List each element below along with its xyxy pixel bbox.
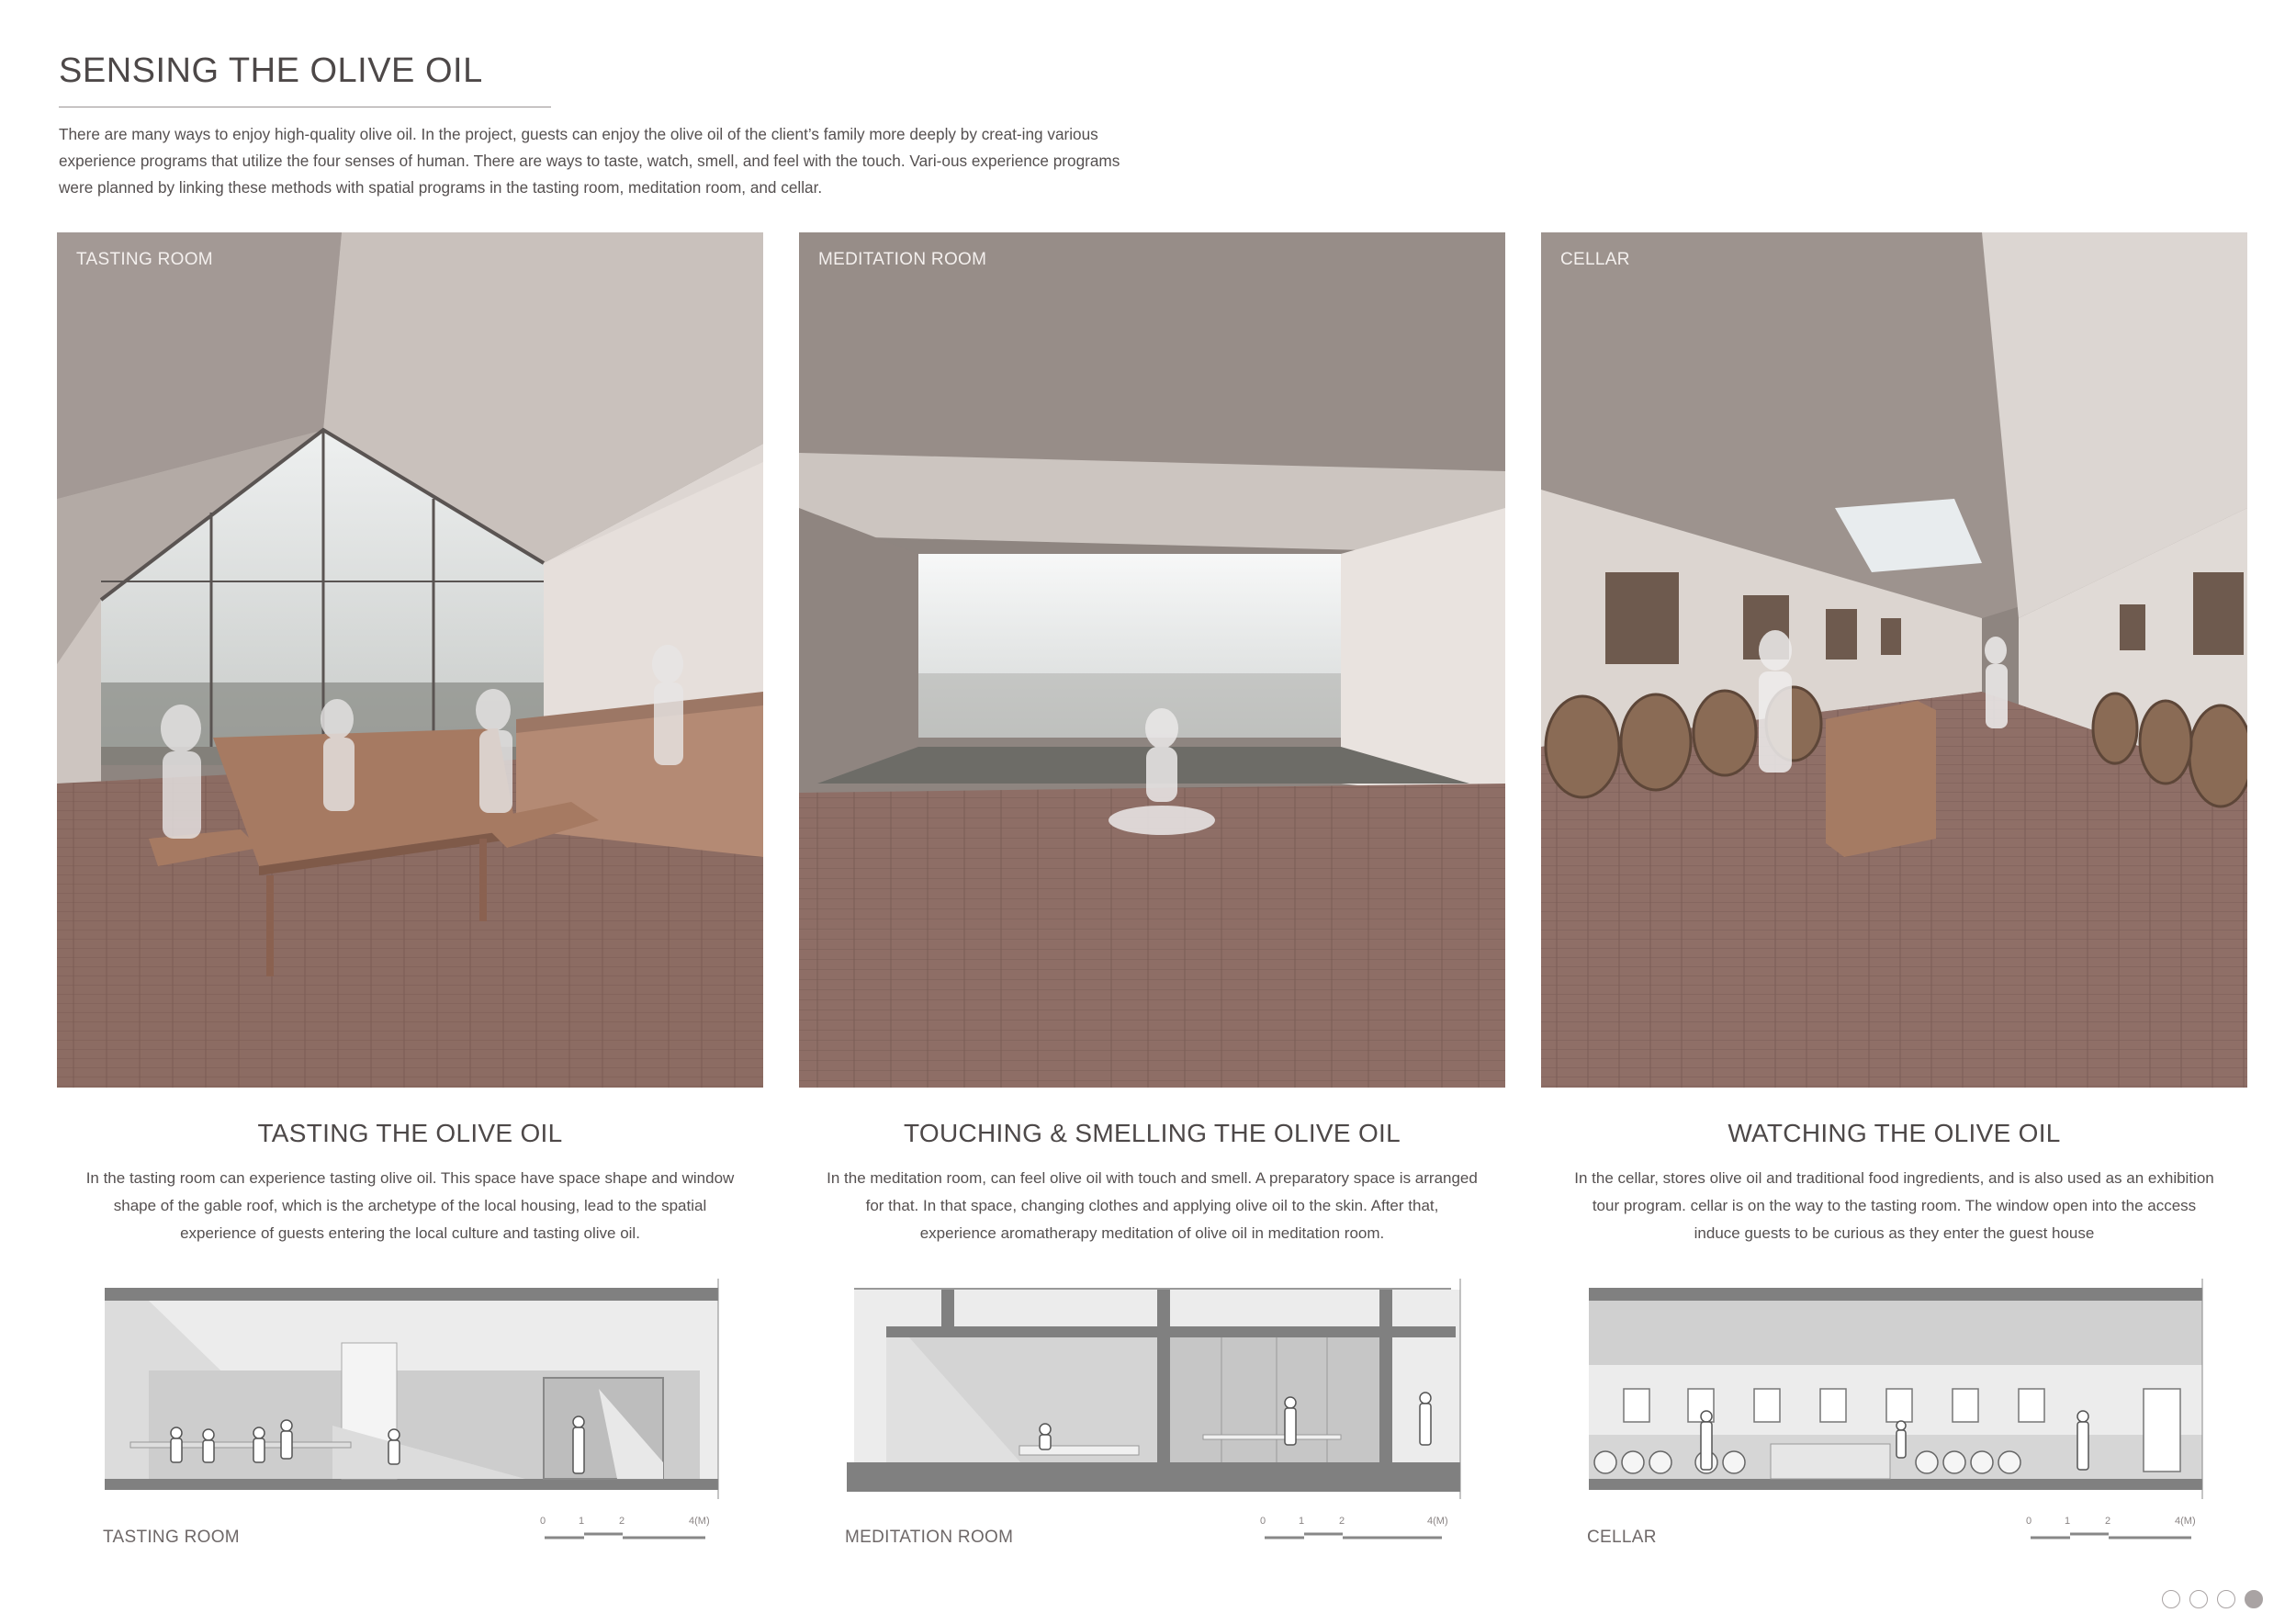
touching-smelling-description: In the meditation room, can feel olive oil with touch and smell. A preparatory space is arranged for that. In that space, changing clothes and applying olive oil to the skin. After that, experience aromatherapy meditation of olive oil in meditation room.	[827, 1169, 1478, 1242]
scale-tick-0: 0	[540, 1516, 546, 1527]
scale-tick-2: 2	[1339, 1516, 1345, 1527]
page-dot-4[interactable]	[2245, 1590, 2263, 1608]
cellar-section-drawing	[1541, 1279, 2247, 1499]
scale-tick-0: 0	[2026, 1516, 2032, 1527]
scale-bar-graphic	[1260, 1516, 1444, 1543]
scale-tick-1: 1	[1299, 1516, 1305, 1527]
cellar-rendering	[1541, 232, 2247, 1088]
render-tasting-room	[57, 232, 763, 1088]
page-dot-3[interactable]	[2217, 1590, 2235, 1608]
section-tasting-room	[57, 1279, 763, 1499]
render-label: CELLAR	[1560, 250, 1630, 269]
touching-smelling-title: TOUCHING & SMELLING THE OLIVE OIL	[904, 1119, 1401, 1147]
page-indicator	[2162, 1590, 2263, 1608]
scale-bar-meditation	[1260, 1516, 1448, 1543]
page-dot-2[interactable]	[2189, 1590, 2208, 1608]
scale-bar-cellar	[2026, 1516, 2210, 1543]
render-label: TASTING ROOM	[76, 250, 213, 269]
render-cellar	[1541, 232, 2247, 1088]
meditation-section-drawing	[799, 1279, 1505, 1499]
scale-tick-4: 4(M)	[689, 1516, 710, 1527]
scale-tick-4: 4(M)	[2175, 1516, 2196, 1527]
section-label-cellar: CELLAR	[1587, 1528, 1657, 1547]
watching-description: In the cellar, stores olive oil and traditional food ingredients, and is also used as an exhibition tour program. cellar is on the way to the tasting room. The window open into the access induce guests to be curious as they enter the guest house	[1574, 1169, 2214, 1242]
tasting-section-drawing	[57, 1279, 763, 1499]
scale-bar-graphic	[2026, 1516, 2210, 1543]
watching-title: WATCHING THE OLIVE OIL	[1728, 1119, 2061, 1147]
scale-tick-2: 2	[619, 1516, 625, 1527]
scale-tick-1: 1	[2065, 1516, 2071, 1527]
scale-bar-tasting	[540, 1516, 724, 1543]
render-label: MEDITATION ROOM	[818, 250, 987, 269]
section-cellar	[1541, 1279, 2247, 1499]
meditation-room-rendering	[799, 232, 1505, 1088]
section-label-meditation: MEDITATION ROOM	[845, 1528, 1014, 1547]
scale-tick-1: 1	[579, 1516, 585, 1527]
page-title: SENSING THE OLIVE OIL	[59, 51, 483, 90]
tasting-title: TASTING THE OLIVE OIL	[257, 1119, 563, 1147]
scale-tick-0: 0	[1260, 1516, 1266, 1527]
section-meditation-room	[799, 1279, 1505, 1499]
tasting-room-rendering	[57, 232, 763, 1088]
render-meditation-room	[799, 232, 1505, 1088]
page-dot-1[interactable]	[2162, 1590, 2180, 1608]
section-label-tasting: TASTING ROOM	[103, 1528, 240, 1547]
scale-bar-graphic	[540, 1516, 724, 1543]
intro-paragraph: There are many ways to enjoy high-quality olive oil. In the project, guests can enjoy the olive oil of the client’s family more deeply by creat-ing various experience programs that utilize the four senses of human. There are ways to taste, watch, smell, and feel with the touch. Vari-ous experience programs were planned by linking these methods with spatial programs in the tasting room, meditation room, and cellar.	[59, 125, 1120, 197]
scale-tick-2: 2	[2105, 1516, 2111, 1527]
tasting-description: In the tasting room can experience tasting olive oil. This space have space shape and window shape of the gable roof, which is the archetype of the local housing, lead to the spatial experience of guests entering the local culture and tasting olive oil.	[85, 1169, 735, 1242]
scale-tick-4: 4(M)	[1427, 1516, 1448, 1527]
